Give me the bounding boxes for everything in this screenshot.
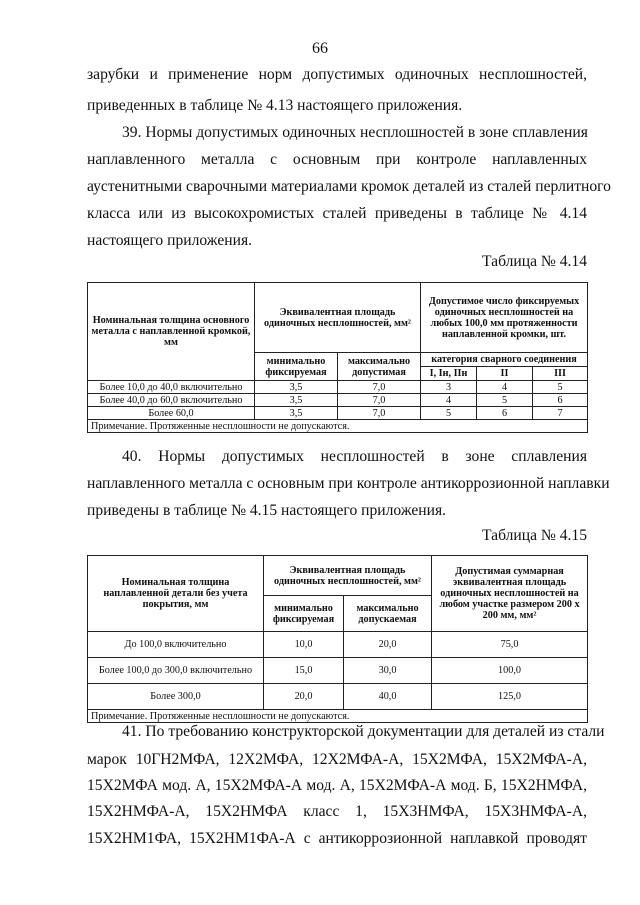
table-4-15 xyxy=(87,555,588,723)
cell-max: 7,0 xyxy=(338,394,421,407)
cell-thickness: Более 300,0 xyxy=(88,684,264,710)
paragraph-40-line: приведены в таблице № 4.15 настоящего приложения. xyxy=(87,502,447,519)
table-row xyxy=(88,684,588,710)
cell-max: 7,0 xyxy=(338,407,421,420)
cell-min: 3,5 xyxy=(255,381,338,394)
header-count: Допустимое число фиксируемых одиночных несплошностей на любых 100,0 мм протяженности наплавленной кромки, шт. xyxy=(421,283,588,353)
cell-sum: 125,0 xyxy=(432,684,588,710)
header-thickness: Номинальная толщина наплавленной детали без учета покрытия, мм xyxy=(88,556,264,632)
header-min: минимально фиксируемая xyxy=(264,596,344,632)
cell-min: 3,5 xyxy=(255,407,338,420)
cell-sum: 75,0 xyxy=(432,632,588,658)
paragraph-39-line: класса или из высокохромистых сталей приведены в таблице № 4.14 xyxy=(87,205,587,222)
header-min: минимально фиксируемая xyxy=(255,353,338,381)
paragraph-39-line: 39. Нормы допустимых одиночных несплошностей в зоне сплавления xyxy=(122,124,588,141)
header-cat-2: II xyxy=(477,367,533,381)
cell-cat-1: 4 xyxy=(421,394,477,407)
paragraph-41-line: 41. По требованию конструкторской документации для деталей из стали xyxy=(122,723,605,740)
paragraph-39-line: аустенитными сварочными материалами кромок деталей из сталей перлитного xyxy=(87,178,611,195)
table-row xyxy=(88,658,588,684)
cell-thickness: Более 60,0 xyxy=(88,407,255,420)
cell-max: 7,0 xyxy=(338,381,421,394)
cell-min: 20,0 xyxy=(264,684,344,710)
cell-min: 10,0 xyxy=(264,632,344,658)
table-4-14 xyxy=(87,282,588,433)
header-category: категория сварного соединения xyxy=(421,353,588,367)
paragraph-line: зарубки и применение норм допустимых одиночных несплошностей, xyxy=(87,66,587,83)
header-thickness: Номинальная толщина основного металла с наплавленной кромкой, мм xyxy=(88,283,255,381)
paragraph-41-line: марок 10ГН2МФА, 12Х2МФА, 12Х2МФА-А, 15Х2МФА, 15Х2МФА-А, xyxy=(87,751,587,768)
header-cat-3: III xyxy=(533,367,588,381)
table-4-14-caption: Таблица № 4.14 xyxy=(482,253,587,270)
cell-cat-3: 7 xyxy=(533,407,588,420)
paragraph-39-line: настоящего приложения. xyxy=(87,232,253,249)
header-cat-1: I, Iн, IIн xyxy=(421,367,477,381)
table-4-15-caption: Таблица № 4.15 xyxy=(482,527,587,544)
header-max: максимально допустимая xyxy=(338,353,421,381)
header-max: максимально допускаемая xyxy=(344,596,432,632)
cell-max: 40,0 xyxy=(344,684,432,710)
paragraph-40-line: наплавленного металла с основным при контроле антикоррозионной наплавки xyxy=(87,475,610,492)
cell-cat-2: 4 xyxy=(477,381,533,394)
cell-min: 3,5 xyxy=(255,394,338,407)
cell-thickness: До 100,0 включительно xyxy=(88,632,264,658)
cell-min: 15,0 xyxy=(264,658,344,684)
table-row xyxy=(88,407,588,420)
cell-thickness: Более 40,0 до 60,0 включительно xyxy=(88,394,255,407)
paragraph-41-line: 15Х2НМФА-А, 15Х2НМФА класс 1, 15Х3НМФА, 15Х3НМФА-А, xyxy=(87,803,587,820)
cell-cat-1: 3 xyxy=(421,381,477,394)
table-note: Примечание. Протяженные несплошности не допускаются. xyxy=(88,710,588,723)
cell-sum: 100,0 xyxy=(432,658,588,684)
page-number: 66 xyxy=(312,40,328,57)
header-area: Эквивалентная площадь одиночных несплошностей, мм² xyxy=(264,556,432,596)
cell-cat-2: 6 xyxy=(477,407,533,420)
paragraph-40-line: 40. Нормы допустимых несплошностей в зоне сплавления xyxy=(122,448,587,465)
table-row xyxy=(88,632,588,658)
cell-cat-1: 5 xyxy=(421,407,477,420)
cell-cat-2: 5 xyxy=(477,394,533,407)
table-row xyxy=(88,381,588,394)
paragraph-line: приведенных в таблице № 4.13 настоящего приложения. xyxy=(87,97,463,114)
header-area: Эквивалентная площадь одиночных несплошностей, мм² xyxy=(255,283,421,353)
paragraph-41-line: 15Х2НМ1ФА, 15Х2НМ1ФА-А с антикоррозионной наплавкой проводят xyxy=(87,830,587,847)
cell-cat-3: 6 xyxy=(533,394,588,407)
paragraph-39-line: наплавленного металла с основным при контроле наплавленных xyxy=(87,151,587,168)
header-sum: Допустимая суммарная эквивалентная площадь одиночных несплошностей на любом участке размером 200 x 200 мм, мм² xyxy=(432,556,588,632)
paragraph-41-line: 15Х2МФА мод. А, 15Х2МФА-А мод. А, 15Х2МФА-А мод. Б, 15Х2НМФА, xyxy=(87,777,587,794)
table-note: Примечание. Протяженные несплошности не допускаются. xyxy=(88,420,588,433)
cell-max: 20,0 xyxy=(344,632,432,658)
table-row xyxy=(88,394,588,407)
cell-cat-3: 5 xyxy=(533,381,588,394)
cell-thickness: Более 100,0 до 300,0 включительно xyxy=(88,658,264,684)
cell-max: 30,0 xyxy=(344,658,432,684)
cell-thickness: Более 10,0 до 40,0 включительно xyxy=(88,381,255,394)
